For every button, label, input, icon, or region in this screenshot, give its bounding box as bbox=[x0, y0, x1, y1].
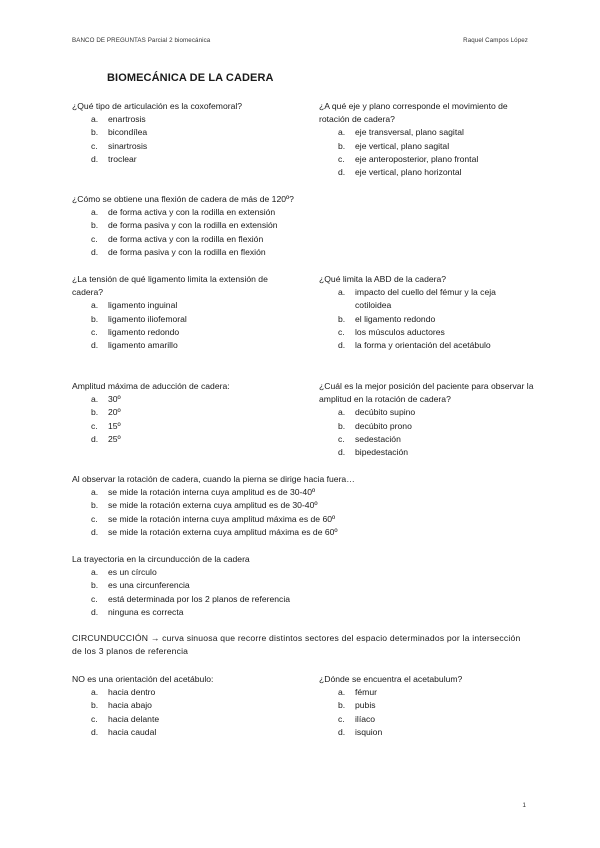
question-2 bbox=[319, 100, 534, 179]
option-a: a. de forma activa y con la rodilla en extensión bbox=[91, 207, 276, 218]
question-text: ¿Cuál es la mejor posición del paciente para observar la amplitud en la rotación de cadera? bbox=[319, 381, 534, 405]
option-d: d. troclear bbox=[91, 153, 137, 164]
option-d: d. isquion bbox=[338, 726, 383, 737]
option-a: a. es un círculo bbox=[91, 567, 157, 578]
option-d: d. de forma pasiva y con la rodilla en flexión bbox=[91, 246, 266, 257]
question-3 bbox=[72, 193, 528, 259]
option-b: b. ligamento iliofemoral bbox=[91, 313, 187, 324]
question-text: ¿Qué tipo de articulación es la coxofemoral? bbox=[72, 101, 243, 111]
question-4 bbox=[72, 273, 277, 352]
option-c: c. ilíaco bbox=[338, 713, 376, 724]
question-7 bbox=[319, 380, 534, 459]
option-a: a. 30º bbox=[91, 394, 121, 405]
option-d: d. bipedestación bbox=[338, 447, 409, 458]
option-b: b. de forma pasiva y con la rodilla en extensión bbox=[91, 220, 278, 231]
question-6 bbox=[72, 380, 302, 446]
option-c: c. hacia delante bbox=[91, 713, 160, 724]
option-b: b. se mide la rotación externa cuya amplitud es de 30-40º bbox=[91, 500, 318, 511]
option-d: d. eje vertical, plano horizontal bbox=[338, 167, 462, 178]
option-a: a. se mide la rotación interna cuya amplitud es de 30-40º bbox=[91, 487, 316, 498]
question-10 bbox=[72, 673, 302, 739]
option-b: b. 20º bbox=[91, 407, 121, 418]
option-b: b. pubis bbox=[338, 700, 376, 711]
circunduccion-note: CIRCUNDUCCIÓN → curva sinuosa que recorre distintos sectores del espacio determinados por la intersección de los 3 planos de referencia bbox=[72, 633, 521, 657]
option-c: c. ligamento redondo bbox=[91, 326, 180, 337]
option-b: b. hacia abajo bbox=[91, 700, 152, 711]
question-text: ¿A qué eje y plano corresponde el movimiento de rotación de cadera? bbox=[319, 101, 508, 125]
option-c: c. se mide la rotación interna cuya amplitud máxima es de 60º bbox=[91, 513, 336, 524]
question-text: ¿La tensión de qué ligamento limita la extensión de cadera? bbox=[72, 274, 268, 298]
question-text: Al observar la rotación de cadera, cuando la pierna se dirige hacia fuera… bbox=[72, 474, 355, 484]
question-text: Amplitud máxima de aducción de cadera: bbox=[72, 381, 230, 391]
option-d: d. la forma y orientación del acetábulo bbox=[338, 340, 491, 351]
question-1 bbox=[72, 100, 302, 166]
question-8 bbox=[72, 473, 528, 539]
option-c: c. de forma activa y con la rodilla en flexión bbox=[91, 233, 264, 244]
option-d: d. ninguna es correcta bbox=[91, 606, 184, 617]
option-a: a. ligamento inguinal bbox=[91, 300, 178, 311]
option-c: c. 15º bbox=[91, 420, 121, 431]
header-left: BANCO DE PREGUNTAS Parcial 2 biomecánica bbox=[72, 37, 211, 44]
question-9 bbox=[72, 553, 528, 619]
option-b: b. es una circunferencia bbox=[91, 580, 190, 591]
option-c: c. sedestación bbox=[338, 433, 401, 444]
question-11 bbox=[319, 673, 534, 739]
option-d: d. se mide la rotación externa cuya amplitud máxima es de 60º bbox=[91, 526, 338, 537]
option-a: a. eje transversal, plano sagital bbox=[338, 127, 464, 138]
option-a: a. impacto del cuello del fémur y la ceja cotiloidea bbox=[338, 287, 496, 311]
question-text: ¿Cómo se obtiene una flexión de cadera de más de 120º? bbox=[72, 194, 294, 204]
page-number: 1 bbox=[522, 802, 526, 809]
page-title: BIOMECÁNICA DE LA CADERA bbox=[107, 72, 274, 84]
question-5 bbox=[319, 273, 534, 352]
option-b: b. bicondílea bbox=[91, 127, 148, 138]
question-text: La trayectoria en la circunducción de la cadera bbox=[72, 554, 250, 564]
option-a: a. decúbito supino bbox=[338, 407, 416, 418]
option-c: c. sinartrosis bbox=[91, 140, 148, 151]
question-text: NO es una orientación del acetábulo: bbox=[72, 674, 214, 684]
option-d: d. ligamento amarillo bbox=[91, 340, 178, 351]
header-right: Raquel Campos López bbox=[463, 37, 528, 44]
option-a: a. enartrosis bbox=[91, 114, 146, 125]
question-text: ¿Qué limita la ABD de la cadera? bbox=[319, 274, 447, 284]
option-b: b. eje vertical, plano sagital bbox=[338, 140, 450, 151]
option-d: d. hacia caudal bbox=[91, 726, 157, 737]
option-a: a. fémur bbox=[338, 687, 377, 698]
option-b: b. decúbito prono bbox=[338, 420, 412, 431]
option-b: b. el ligamento redondo bbox=[338, 313, 436, 324]
option-a: a. hacia dentro bbox=[91, 687, 156, 698]
option-c: c. está determinada por los 2 planos de referencia bbox=[91, 593, 291, 604]
option-c: c. eje anteroposterior, plano frontal bbox=[338, 153, 479, 164]
option-d: d. 25º bbox=[91, 433, 121, 444]
option-c: c. los músculos aductores bbox=[338, 326, 445, 337]
question-text: ¿Dónde se encuentra el acetabulum? bbox=[319, 674, 463, 684]
